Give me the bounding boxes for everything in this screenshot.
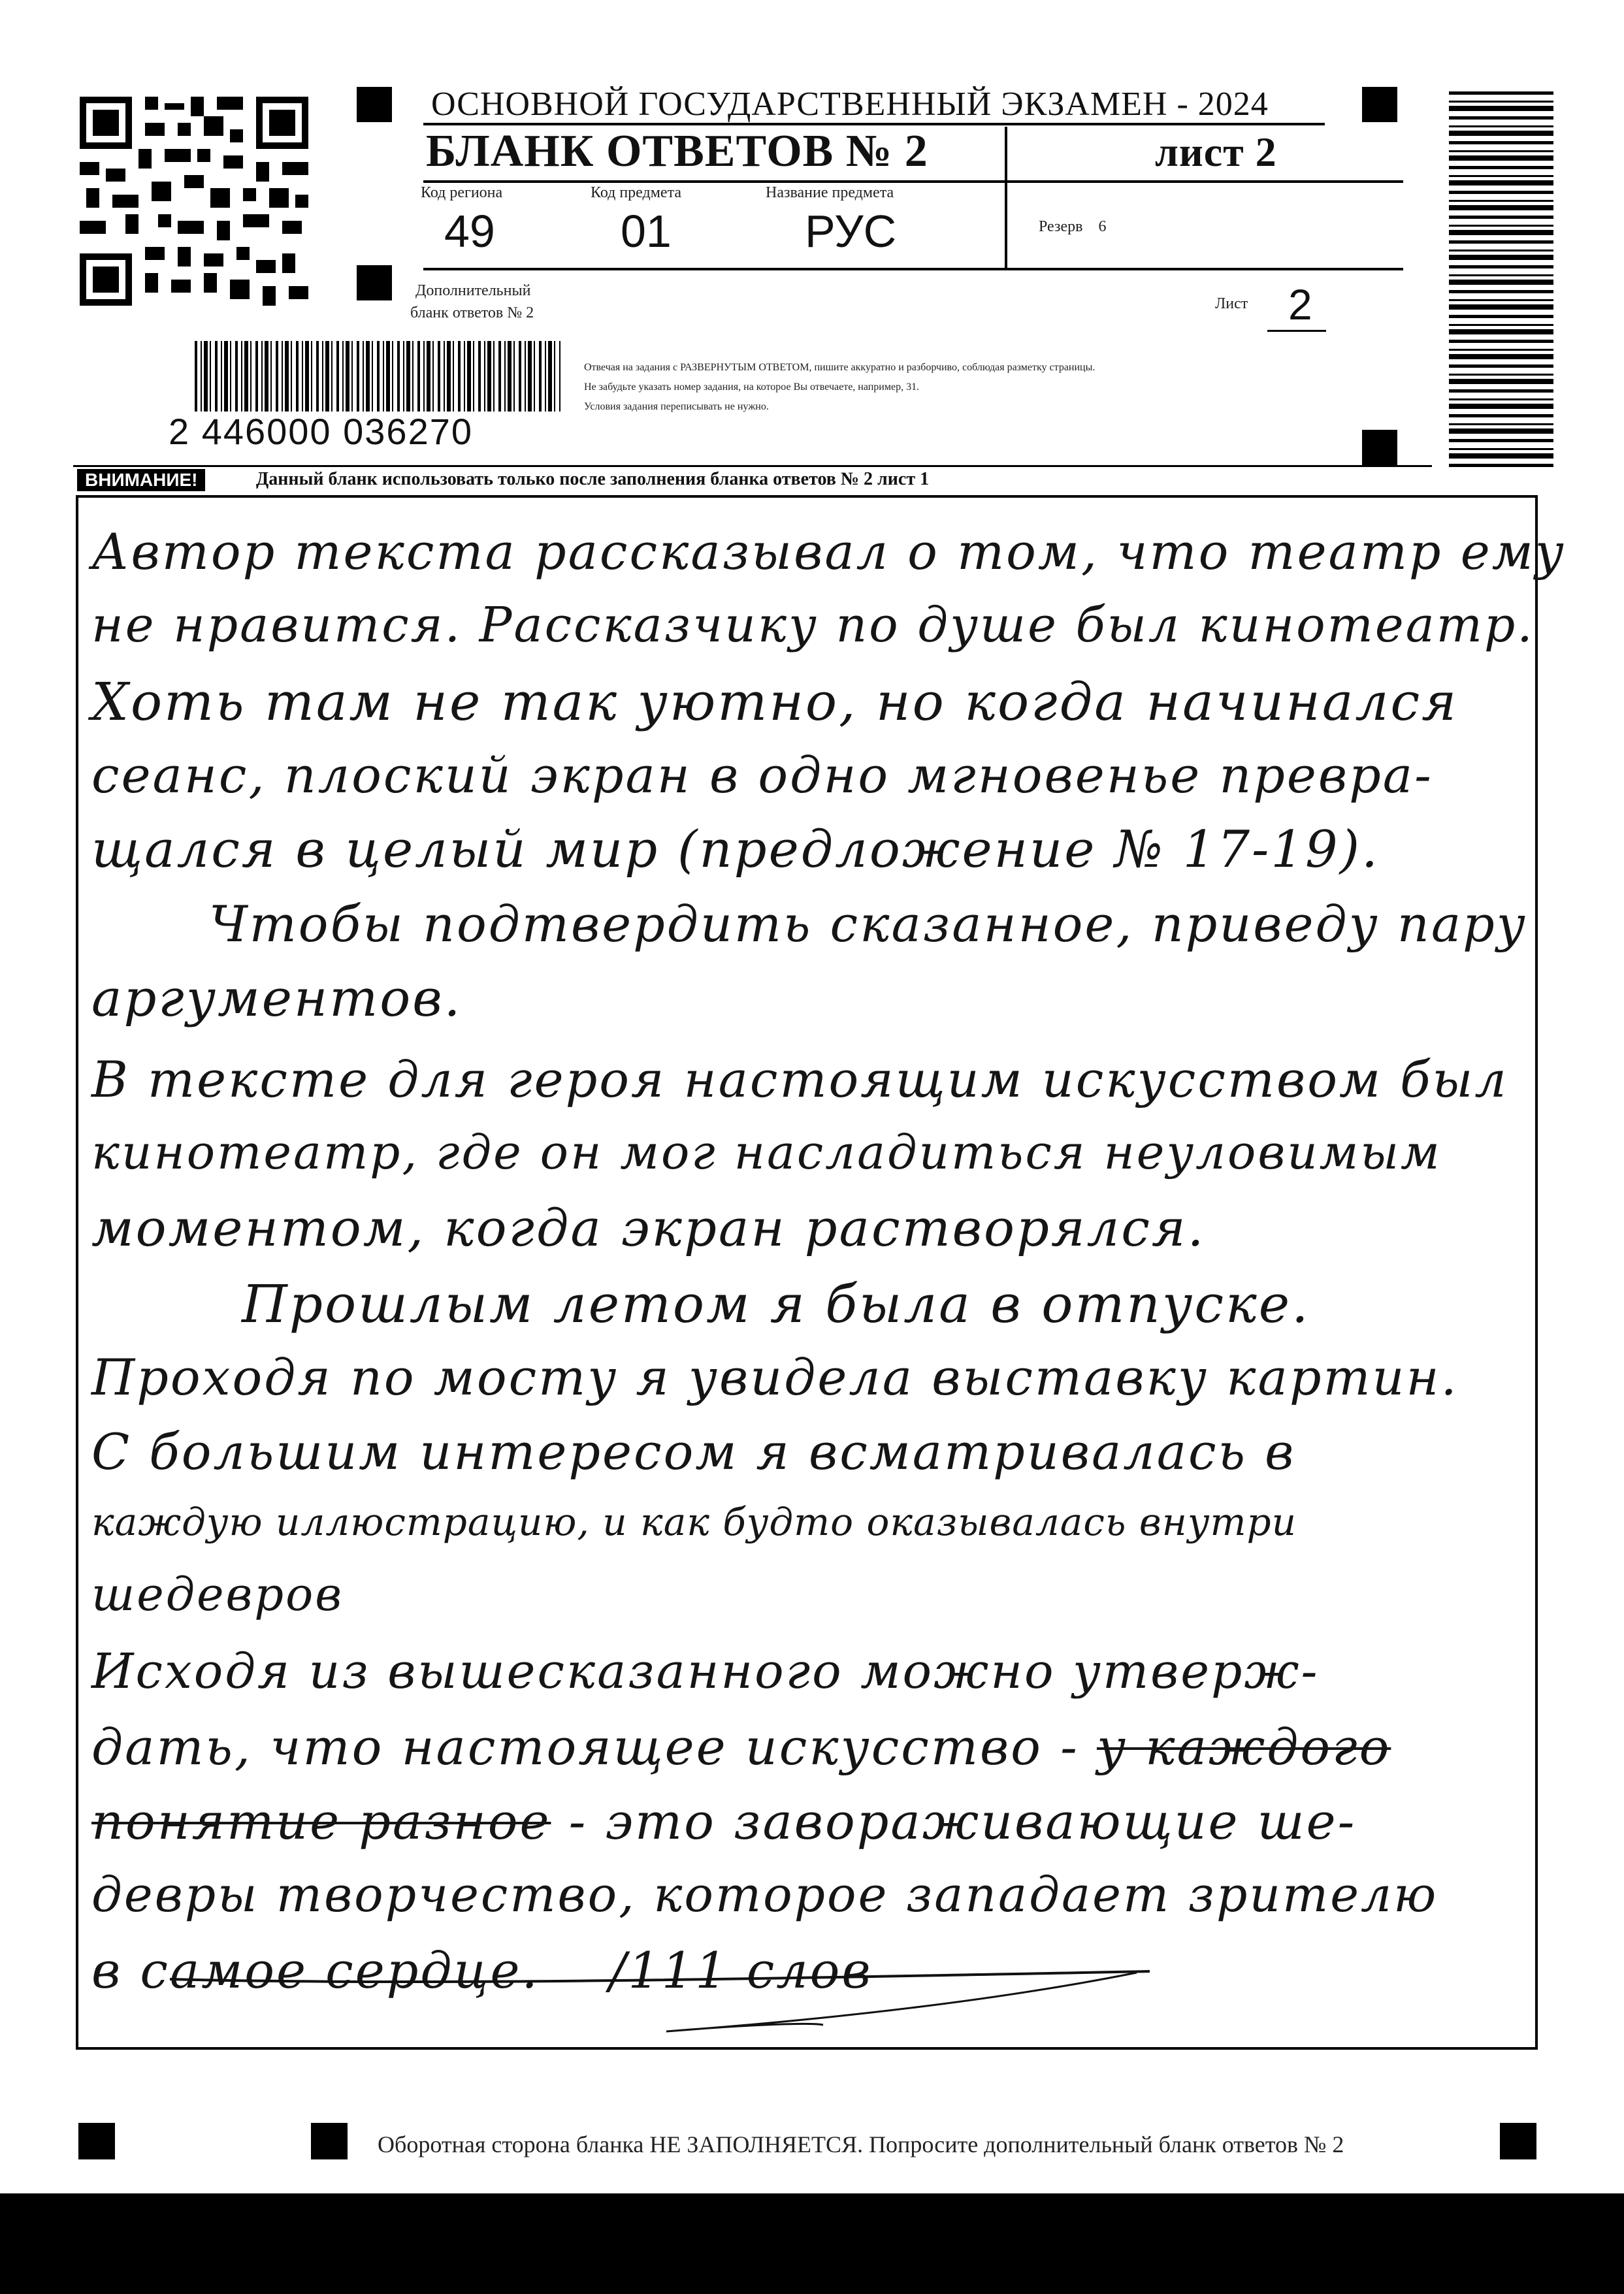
alignment-marker	[311, 2123, 348, 2159]
linear-barcode	[195, 341, 560, 412]
qr-code	[73, 90, 315, 312]
answer-fragment: в самое сердце.	[91, 1941, 540, 1999]
answer-line: моментом, когда экран растворялся.	[91, 1199, 1206, 1258]
form-title-rule	[423, 180, 1403, 183]
answer-line: кинотеатр, где он мог насладиться неуловимым	[91, 1125, 1442, 1180]
subject-code-value: 01	[621, 206, 672, 257]
subject-name-label: Название предмета	[766, 184, 894, 201]
warning-rule	[73, 465, 1432, 467]
answer-line: девры творчество, которое западает зрителю	[91, 1867, 1438, 1923]
answer-line: сеанс, плоский экран в одно мгновенье превра-	[91, 746, 1433, 804]
alignment-marker	[1362, 87, 1397, 122]
instruction-line: Условия задания переписывать не нужно.	[584, 401, 769, 412]
list-label: Лист	[1215, 295, 1248, 312]
additional-label-1: Дополнительный	[415, 282, 531, 299]
answer-line: щался в целый мир (предложение № 17-19).	[91, 820, 1380, 879]
answer-line: Исходя из вышесказанного можно утверж-	[91, 1643, 1320, 1700]
side-barcode	[1449, 91, 1553, 470]
exam-title: ОСНОВНОЙ ГОСУДАРСТВЕННЫЙ ЭКЗАМЕН - 2024	[431, 86, 1269, 123]
title-divider	[1005, 127, 1007, 270]
struck-text: понятие разное	[91, 1792, 551, 1850]
answer-line: Хоть там не так уютно, но когда начинался	[91, 671, 1459, 732]
alignment-marker	[357, 87, 392, 122]
region-value: 49	[444, 206, 495, 257]
additional-label-2: бланк ответов № 2	[410, 304, 534, 321]
footer-note: Оборотная сторона бланка НЕ ЗАПОЛНЯЕТСЯ. Попросите дополнительный бланк ответов № 2	[378, 2131, 1344, 2157]
answer-line	[91, 1718, 1391, 1776]
answer-line: не нравится. Рассказчику по душе был кинотеатр.	[91, 597, 1535, 653]
form-title: БЛАНК ОТВЕТОВ № 2	[426, 126, 928, 176]
answer-text	[91, 523, 1566, 2025]
barcode-number: 2 446000 036270	[169, 411, 473, 452]
reserve-label-text: Резерв	[1039, 218, 1083, 235]
sheet-title: лист 2	[1155, 129, 1277, 175]
answer-line: каждую иллюстрацию, и как будто оказывалась внутри	[91, 1500, 1297, 1544]
warning-badge: ВНИМАНИЕ!	[77, 469, 205, 491]
closing-flourish	[157, 1960, 1202, 2064]
instructions	[584, 358, 1427, 417]
alignment-marker	[357, 265, 392, 300]
answer-line: В тексте для героя настоящим искусством был	[91, 1050, 1508, 1108]
answer-line: аргументов.	[91, 969, 463, 1028]
word-count: /111 слов	[609, 1941, 873, 1999]
answer-line: Прошлым летом я была в отпуске.	[242, 1274, 1310, 1334]
instruction-line: Отвечая на задания с РАЗВЕРНУТЫМ ОТВЕТОМ, пишите аккуратно и разборчиво, соблюдая разметку страницы.	[584, 362, 1096, 373]
subject-code-label: Код предмета	[591, 184, 681, 201]
list-value: 2	[1288, 280, 1312, 329]
codes-rule	[423, 268, 1403, 270]
instruction-line: Не забудьте указать номер задания, на которое Вы отвечаете, например, 31.	[584, 381, 920, 393]
warning-text: Данный бланк использовать только после заполнения бланка ответов № 2 лист 1	[256, 469, 930, 489]
answer-line: С большим интересом я всматривалась в	[91, 1423, 1296, 1481]
answer-fragment: дать, что настоящее искусство -	[91, 1718, 1079, 1776]
reserve-label	[1039, 218, 1106, 236]
alignment-marker	[78, 2123, 115, 2159]
alignment-marker	[1500, 2123, 1536, 2159]
answer-line: шедевров	[91, 1568, 344, 1621]
region-label: Код региона	[421, 184, 503, 201]
scan-edge	[0, 2193, 1624, 2294]
reserve-value: 6	[1098, 218, 1107, 235]
list-value-rule	[1267, 330, 1326, 332]
struck-text: у каждого	[1096, 1718, 1391, 1776]
answer-line: Проходя по мосту я увидела выставку картин.	[91, 1348, 1459, 1406]
alignment-marker	[1362, 430, 1397, 465]
answer-fragment: - это завораживающие ше-	[568, 1792, 1357, 1850]
subject-name-value: РУС	[805, 206, 897, 257]
answer-line	[91, 1792, 1356, 1850]
answer-line: Чтобы подтвердить сказанное, приведу пару	[209, 895, 1527, 953]
answer-line: Автор текста рассказывал о том, что театр ему	[91, 523, 1566, 581]
